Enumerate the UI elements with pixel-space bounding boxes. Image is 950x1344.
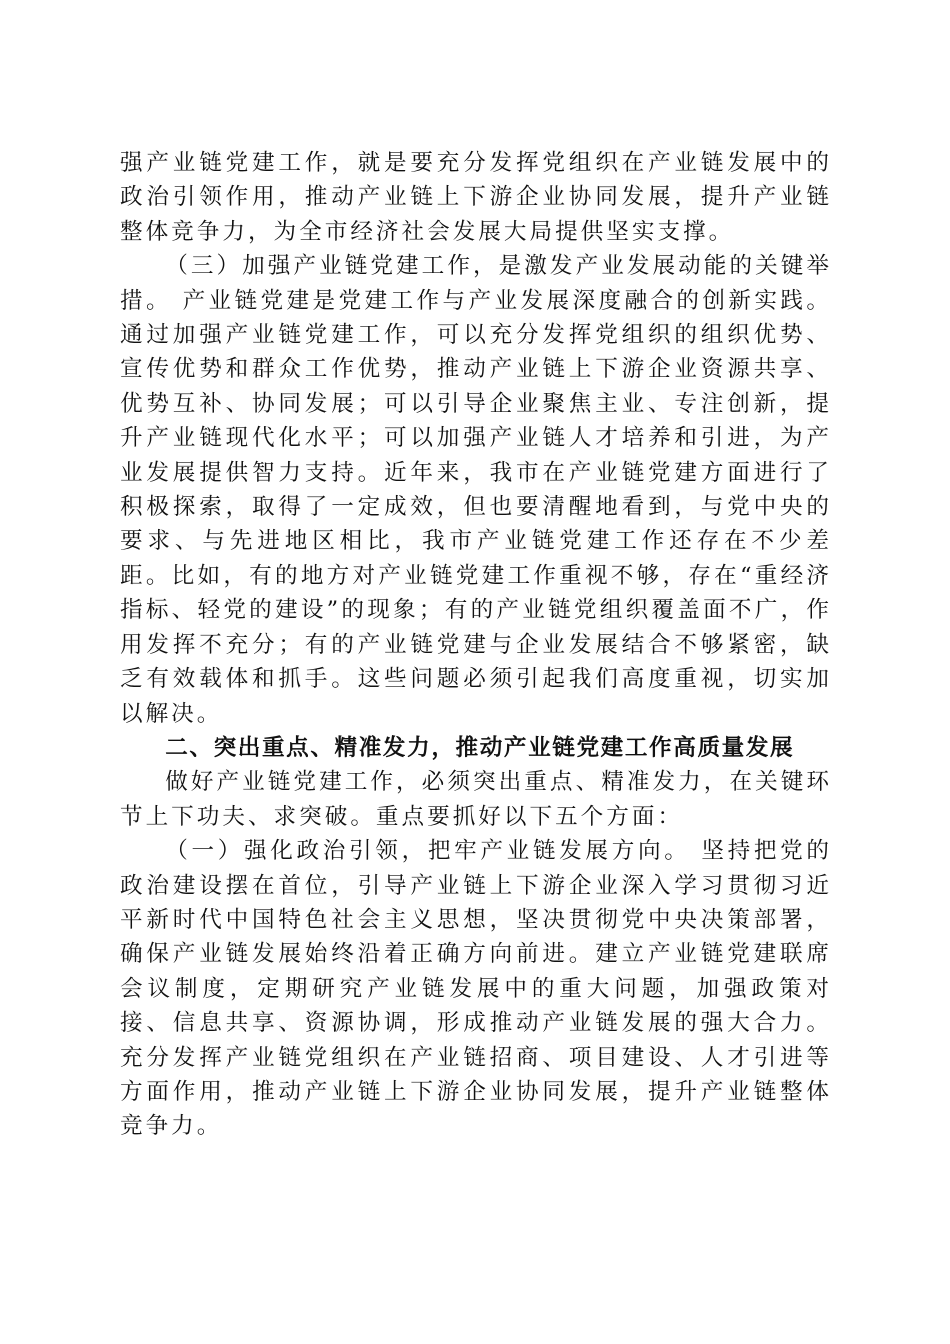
paragraph-continuation: 强产业链党建工作，就是要充分发挥党组织在产业链发展中的政治引领作用，推动产业链上下游企业协同发展，提升产业链整体竞争力，为全市经济社会发展大局提供坚实支撑。	[120, 150, 832, 245]
section-heading-two: 二、突出重点、精准发力，推动产业链党建工作高质量发展	[165, 734, 795, 761]
paragraph-subsection-one: （一）强化政治引领，把牢产业链发展方向。 坚持把党的政治建设摆在首位，引导产业链上下游企业深入学习贯彻习近平新时代中国特色社会主义思想，坚决贯彻党中央决策部署，确保产业链发展始终沿着正确方向前进。建立产业链党建联席会议制度，定期研究产业链发展中的重大问题，加强政策对接、信息共享、资源协调，形成推动产业链发展的强大合力。充分发挥产业链党组织在产业链招商、项目建设、人才引进等方面作用，推动产业链上下游企业协同发展，提升产业链整体竞争力。	[120, 838, 832, 1140]
paragraph-section-three: （三）加强产业链党建工作，是激发产业发展动能的关键举措。 产业链党建是党建工作与产业发展深度融合的创新实践。通过加强产业链党建工作，可以充分发挥党组织的组织优势、宣传优势和群众工作优势，推动产业链上下游企业资源共享、优势互补、协同发展；可以引导企业聚焦主业、专注创新，提升产业链现代化水平；可以加强产业链人才培养和引进，为产业发展提供智力支持。近年来，我市在产业链党建方面进行了积极探索，取得了一定成效，但也要清醒地看到，与党中央的要求、与先进地区相比，我市产业链党建工作还存在不少差距。比如，有的地方对产业链党建工作重视不够，存在“重经济指标、轻党的建设”的现象；有的产业链党组织覆盖面不广，作用发挥不充分；有的产业链党建与企业发展结合不够紧密，缺乏有效载体和抓手。这些问题必须引起我们高度重视，切实加以解决。	[120, 253, 832, 727]
document-page	[120, 146, 832, 1144]
paragraph-intro: 做好产业链党建工作，必须突出重点、精准发力，在关键环节上下功夫、求突破。重点要抓好以下五个方面：	[120, 769, 832, 830]
